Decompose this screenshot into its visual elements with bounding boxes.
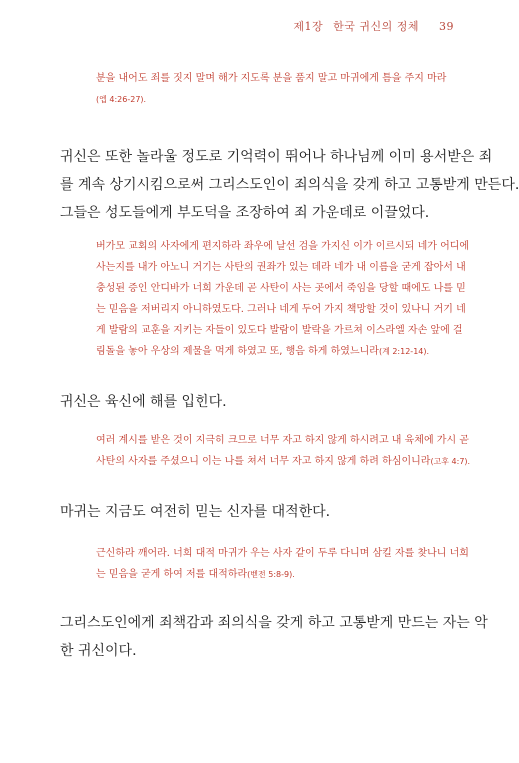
quote-text: 는 믿음을 굳게 하여 저를 대적하라 [96,569,248,580]
paragraph-line: 그리스도인에게 죄책감과 죄의식을 갖게 하고 고통받게 만드는 자는 악 [60,615,488,631]
body-paragraph-1 [60,143,519,227]
scripture-quote-1 [96,68,446,110]
quote-line: 게 발람의 교훈을 지키는 자들이 있도다 발람이 발락을 가르쳐 이스라엘 자손 앞에 걸 [96,325,463,336]
paragraph-line: 귀신은 또한 놀라울 정도로 기억력이 뛰어나 하나님께 이미 용서받은 죄 [60,149,493,165]
quote-last-line [96,451,471,472]
quote-line: 분을 내어도 죄를 짓지 말며 해가 지도록 분을 품지 말고 마귀에게 틈을 주지 마라 [96,73,447,84]
paragraph-line: 그들은 성도들에게 부도덕을 조장하여 죄 가운데로 이끌었다. [60,205,430,221]
quote-reference: (벧전 5:8-9). [247,570,295,579]
quote-line: 는 믿음을 저버리지 아니하였도다. 그러나 네게 두어 가지 책망할 것이 있나니 거기 네 [96,304,466,315]
chapter-title: 한국 귀신의 정체 [333,20,419,33]
scripture-quote-4 [96,543,469,585]
body-paragraph-3 [60,498,445,526]
quote-line: 버가모 교회의 사자에게 편지하라 좌우에 날선 검을 가지신 이가 이르시되 네가 어디에 [96,241,470,252]
body-paragraph-4 [60,609,488,665]
quote-reference: (계 2:12-14). [378,347,430,356]
quote-last-line [96,341,446,362]
running-head [293,18,454,34]
scripture-quote-3 [96,430,471,472]
quote-line: 여러 계시를 받은 것이 지극히 크므로 너무 자고 하지 않게 하시려고 내 육체에 가시 곧 [96,435,469,446]
page-number: 39 [439,20,454,33]
quote-reference: (고후 4:7). [430,457,471,466]
quote-reference: (엡 4:26-27). [96,95,147,104]
quote-text: 사탄의 사자를 주셨으니 이는 나를 쳐서 너무 자고 하지 않게 하려 하심이니라 [96,456,431,467]
chapter-number: 제1장 [293,20,324,33]
quote-line: 근신하라 깨어라. 너희 대적 마귀가 우는 사자 같이 두루 다니며 삼킬 자를 찾나니 너희 [96,548,469,559]
paragraph-line: 귀신은 육신에 해를 입힌다. [60,394,227,410]
paragraph-line: 마귀는 지금도 여전히 믿는 신자를 대적한다. [60,504,331,520]
quote-last-line [96,564,446,585]
scripture-quote-2 [96,236,470,362]
paragraph-line: 한 귀신이다. [60,643,137,659]
quote-line: 충성된 증인 안디바가 너희 가운데 곧 사탄이 사는 곳에서 죽임을 당할 때에도 나를 믿 [96,283,466,294]
quote-text: 림돌을 놓아 우상의 제물을 먹게 하였고 또, 행음 하게 하였느니라 [96,346,379,357]
quote-line: 사는지를 내가 아노니 거기는 사탄의 권좌가 있는 데라 네가 내 이름을 굳게 잡아서 내 [96,262,466,273]
paragraph-line: 를 계속 상기시킴으로써 그리스도인이 죄의식을 갖게 하고 고통받게 만든다. [60,177,519,193]
body-paragraph-2 [60,388,445,416]
